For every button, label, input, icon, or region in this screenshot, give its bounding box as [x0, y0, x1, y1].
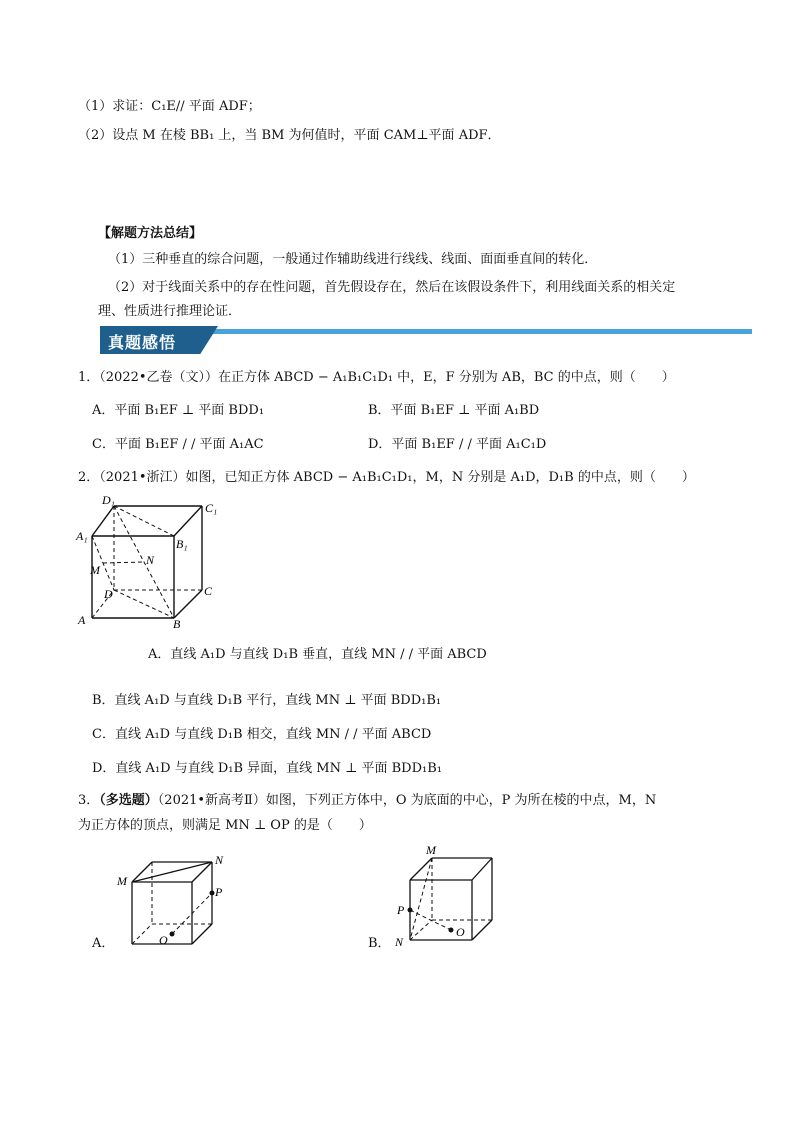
q3-cube-figure-a: [112, 852, 232, 952]
summary-point-1: （1）三种垂直的综合问题，一般通过作辅助线进行线线、线面、面面垂直间的转化．: [108, 252, 598, 267]
q1-option-b: B．平面 B₁EF ⊥ 平面 A₁BD: [368, 403, 540, 418]
question-part-1: （1）求证：C₁E// 平面 ADF；: [78, 99, 261, 114]
label-m: M: [426, 843, 436, 857]
label-b: B: [173, 617, 181, 630]
q1-option-c: C．平面 B₁EF / / 平面 A₁AC: [92, 437, 264, 452]
label-d: D: [104, 587, 113, 601]
summary-point-2: （2）对于线面关系中的存在性问题，首先假设存在，然后在该假设条件下，利用线面关系的相关定: [108, 280, 676, 295]
section-title: 真题感悟: [108, 333, 177, 352]
q2-stem: 2．（2021•浙江）如图，已知正方体 ABCD − A₁B₁C₁D₁，M，N 分别是 A₁D，D₁B 的中点，则（ ）: [78, 470, 695, 485]
section-banner: [100, 326, 752, 356]
q2-option-b: B．直线 A₁D 与直线 D₁B 平行，直线 MN ⊥ 平面 BDD₁B₁: [92, 693, 442, 708]
q1-option-a: A．平面 B₁EF ⊥ 平面 BDD₁: [92, 403, 265, 418]
label-m: M: [117, 874, 127, 888]
label-a: A: [78, 613, 86, 627]
q3-multi-choice-tag: （多选题）: [99, 793, 158, 808]
q1-stem: 1．（2022•乙卷（文））在正方体 ABCD − A₁B₁C₁D₁ 中，E，F 分别为 AB，BC 的中点，则（ ）: [78, 370, 675, 385]
label-p: P: [397, 903, 405, 917]
label-o: O: [159, 933, 168, 947]
label-d1: D₁: [102, 494, 115, 507]
label-n: N: [395, 935, 404, 949]
summary-title: 【解题方法总结】: [98, 226, 203, 241]
q3-stem-cont: 为正方体的顶点，则满足 MN ⊥ OP 的是（ ）: [78, 818, 372, 833]
label-m: M: [90, 563, 100, 577]
q2-cube-figure: [72, 494, 222, 630]
q3-stem-text: （2021•新高考Ⅱ）如图，下列正方体中，O 为底面的中心，P 为所在棱的中点，M，N: [157, 793, 657, 808]
label-p: P: [215, 885, 223, 899]
q2-option-c: C．直线 A₁D 与直线 D₁B 相交，直线 MN / / 平面 ABCD: [92, 727, 432, 742]
label-c1: C₁: [205, 501, 218, 515]
label-o: O: [456, 925, 465, 939]
label-n: N: [215, 853, 224, 867]
q1-option-d: D．平面 B₁EF / / 平面 A₁C₁D: [368, 437, 547, 452]
q3-number: 3．: [78, 793, 100, 808]
label-c: C: [204, 584, 213, 598]
q2-option-d: D．直线 A₁D 与直线 D₁B 异面，直线 MN ⊥ 平面 BDD₁B₁: [92, 761, 442, 776]
q3-option-a-label: A．: [92, 936, 115, 951]
q3-option-b-label: B．: [368, 936, 391, 951]
label-b1: B₁: [176, 537, 188, 551]
q3-cube-figure-b: [392, 840, 502, 952]
label-n: N: [146, 553, 155, 567]
q3-stem: [78, 792, 656, 810]
question-part-2: （2）设点 M 在棱 BB₁ 上，当 BM 为何值时，平面 CAM⊥平面 ADF．: [78, 128, 501, 143]
q2-option-a: A．直线 A₁D 与直线 D₁B 垂直，直线 MN / / 平面 ABCD: [148, 647, 487, 662]
label-a1: A₁: [76, 529, 88, 543]
summary-point-2-cont: 理、性质进行推理论证．: [98, 304, 242, 319]
